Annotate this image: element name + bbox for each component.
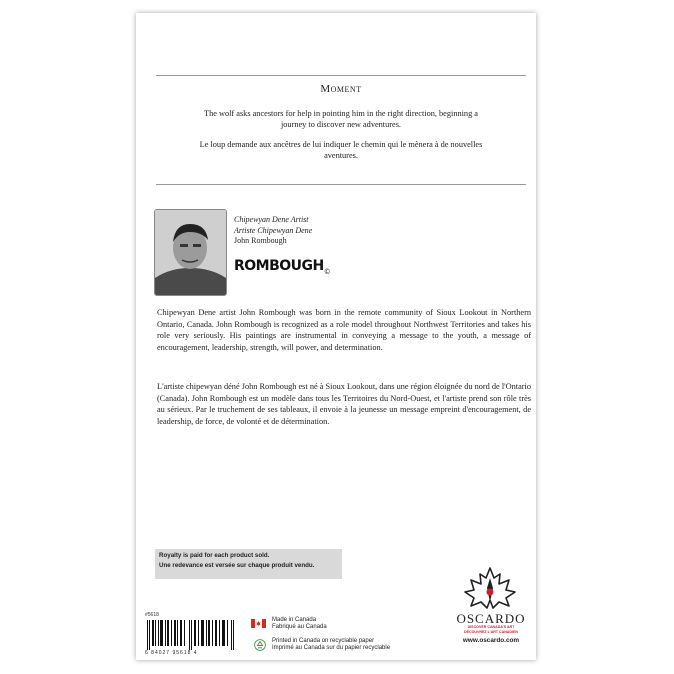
- card-back: [136, 13, 536, 660]
- printed-fr: Imprimé au Canada sur du papier recyclable: [272, 645, 391, 651]
- brand-tagline-fr: DÉCOUVREZ L'ART CANADIEN: [464, 629, 518, 634]
- royalty-notice: [155, 549, 342, 579]
- made-in-en: Made in Canada: [272, 617, 317, 623]
- brand-tagline: [436, 625, 546, 634]
- artist-photo: [154, 209, 227, 296]
- artwork-title: Moment: [320, 83, 362, 95]
- barcode-number: 6 84027 95618 4: [145, 650, 198, 656]
- made-in-canada: [272, 617, 327, 631]
- top-divider: [156, 75, 526, 76]
- barcode-icon: [145, 620, 237, 650]
- artist-signature: [234, 258, 330, 276]
- artist-info: [234, 215, 312, 247]
- artist-portrait-icon: [155, 210, 226, 295]
- bio-french: L'artiste chipewyan déné John Rombough est né à Sioux Lookout, dans une région éloignée du nord de l'Ontario (Canada). John Rombough est un modèle dans tous les Territoires du Nord-Ouest, et l'artiste prend son rôle très au sérieux. Par le truchement de ses tableaux, il envoie à la jeunesse un message empreint d'encouragement, de leadership, de force, de volonté et de détermination.: [157, 382, 531, 426]
- artist-name: John Rombough: [234, 236, 287, 245]
- royalty-en: Royalty is paid for each product sold.: [159, 552, 270, 559]
- copyright-symbol: ©: [323, 267, 331, 276]
- artist-role-en: Chipewyan Dene Artist: [234, 215, 309, 224]
- printed-notice: [272, 638, 390, 652]
- bio-english: Chipewyan Dene artist John Rombough was born in the remote community of Sioux Lookout in Northern Ontario, Canada. John Rombough is recognized as a role model throughout Northwest Territories and takes his role very seriously. His paintings are instrumental in conveying a message to the youth, a message of encouragement, leadership, strength, will power, and determination.: [157, 308, 531, 352]
- brand-website[interactable]: www.oscardo.com: [462, 637, 520, 644]
- description-french: Le loup demande aux ancêtres de lui indiquer le chemin qui le mènera à de nouvelles aventures.: [199, 140, 483, 160]
- made-in-fr: Fabriqué au Canada: [272, 624, 327, 630]
- brand-name: OSCARDO: [456, 611, 526, 626]
- product-sku: #5618: [145, 612, 159, 618]
- recycle-icon: [254, 639, 266, 651]
- middle-divider: [156, 184, 526, 185]
- signature-text: ROMBOUGH: [234, 258, 324, 274]
- brand-tagline-en: DISCOVER CANADA'S ART: [467, 625, 515, 629]
- artist-role-fr: Artiste Chipewyan Dene: [234, 225, 313, 235]
- royalty-fr: Une redevance est versée sur chaque produit vendu.: [159, 562, 315, 569]
- description-english: The wolf asks ancestors for help in pointing him in the right direction, beginning a journey to discover new adventures.: [204, 109, 478, 129]
- maple-leaf-logo: [463, 566, 517, 616]
- printed-en: Printed in Canada on recyclable paper: [272, 638, 375, 644]
- canada-flag-icon: [251, 619, 266, 628]
